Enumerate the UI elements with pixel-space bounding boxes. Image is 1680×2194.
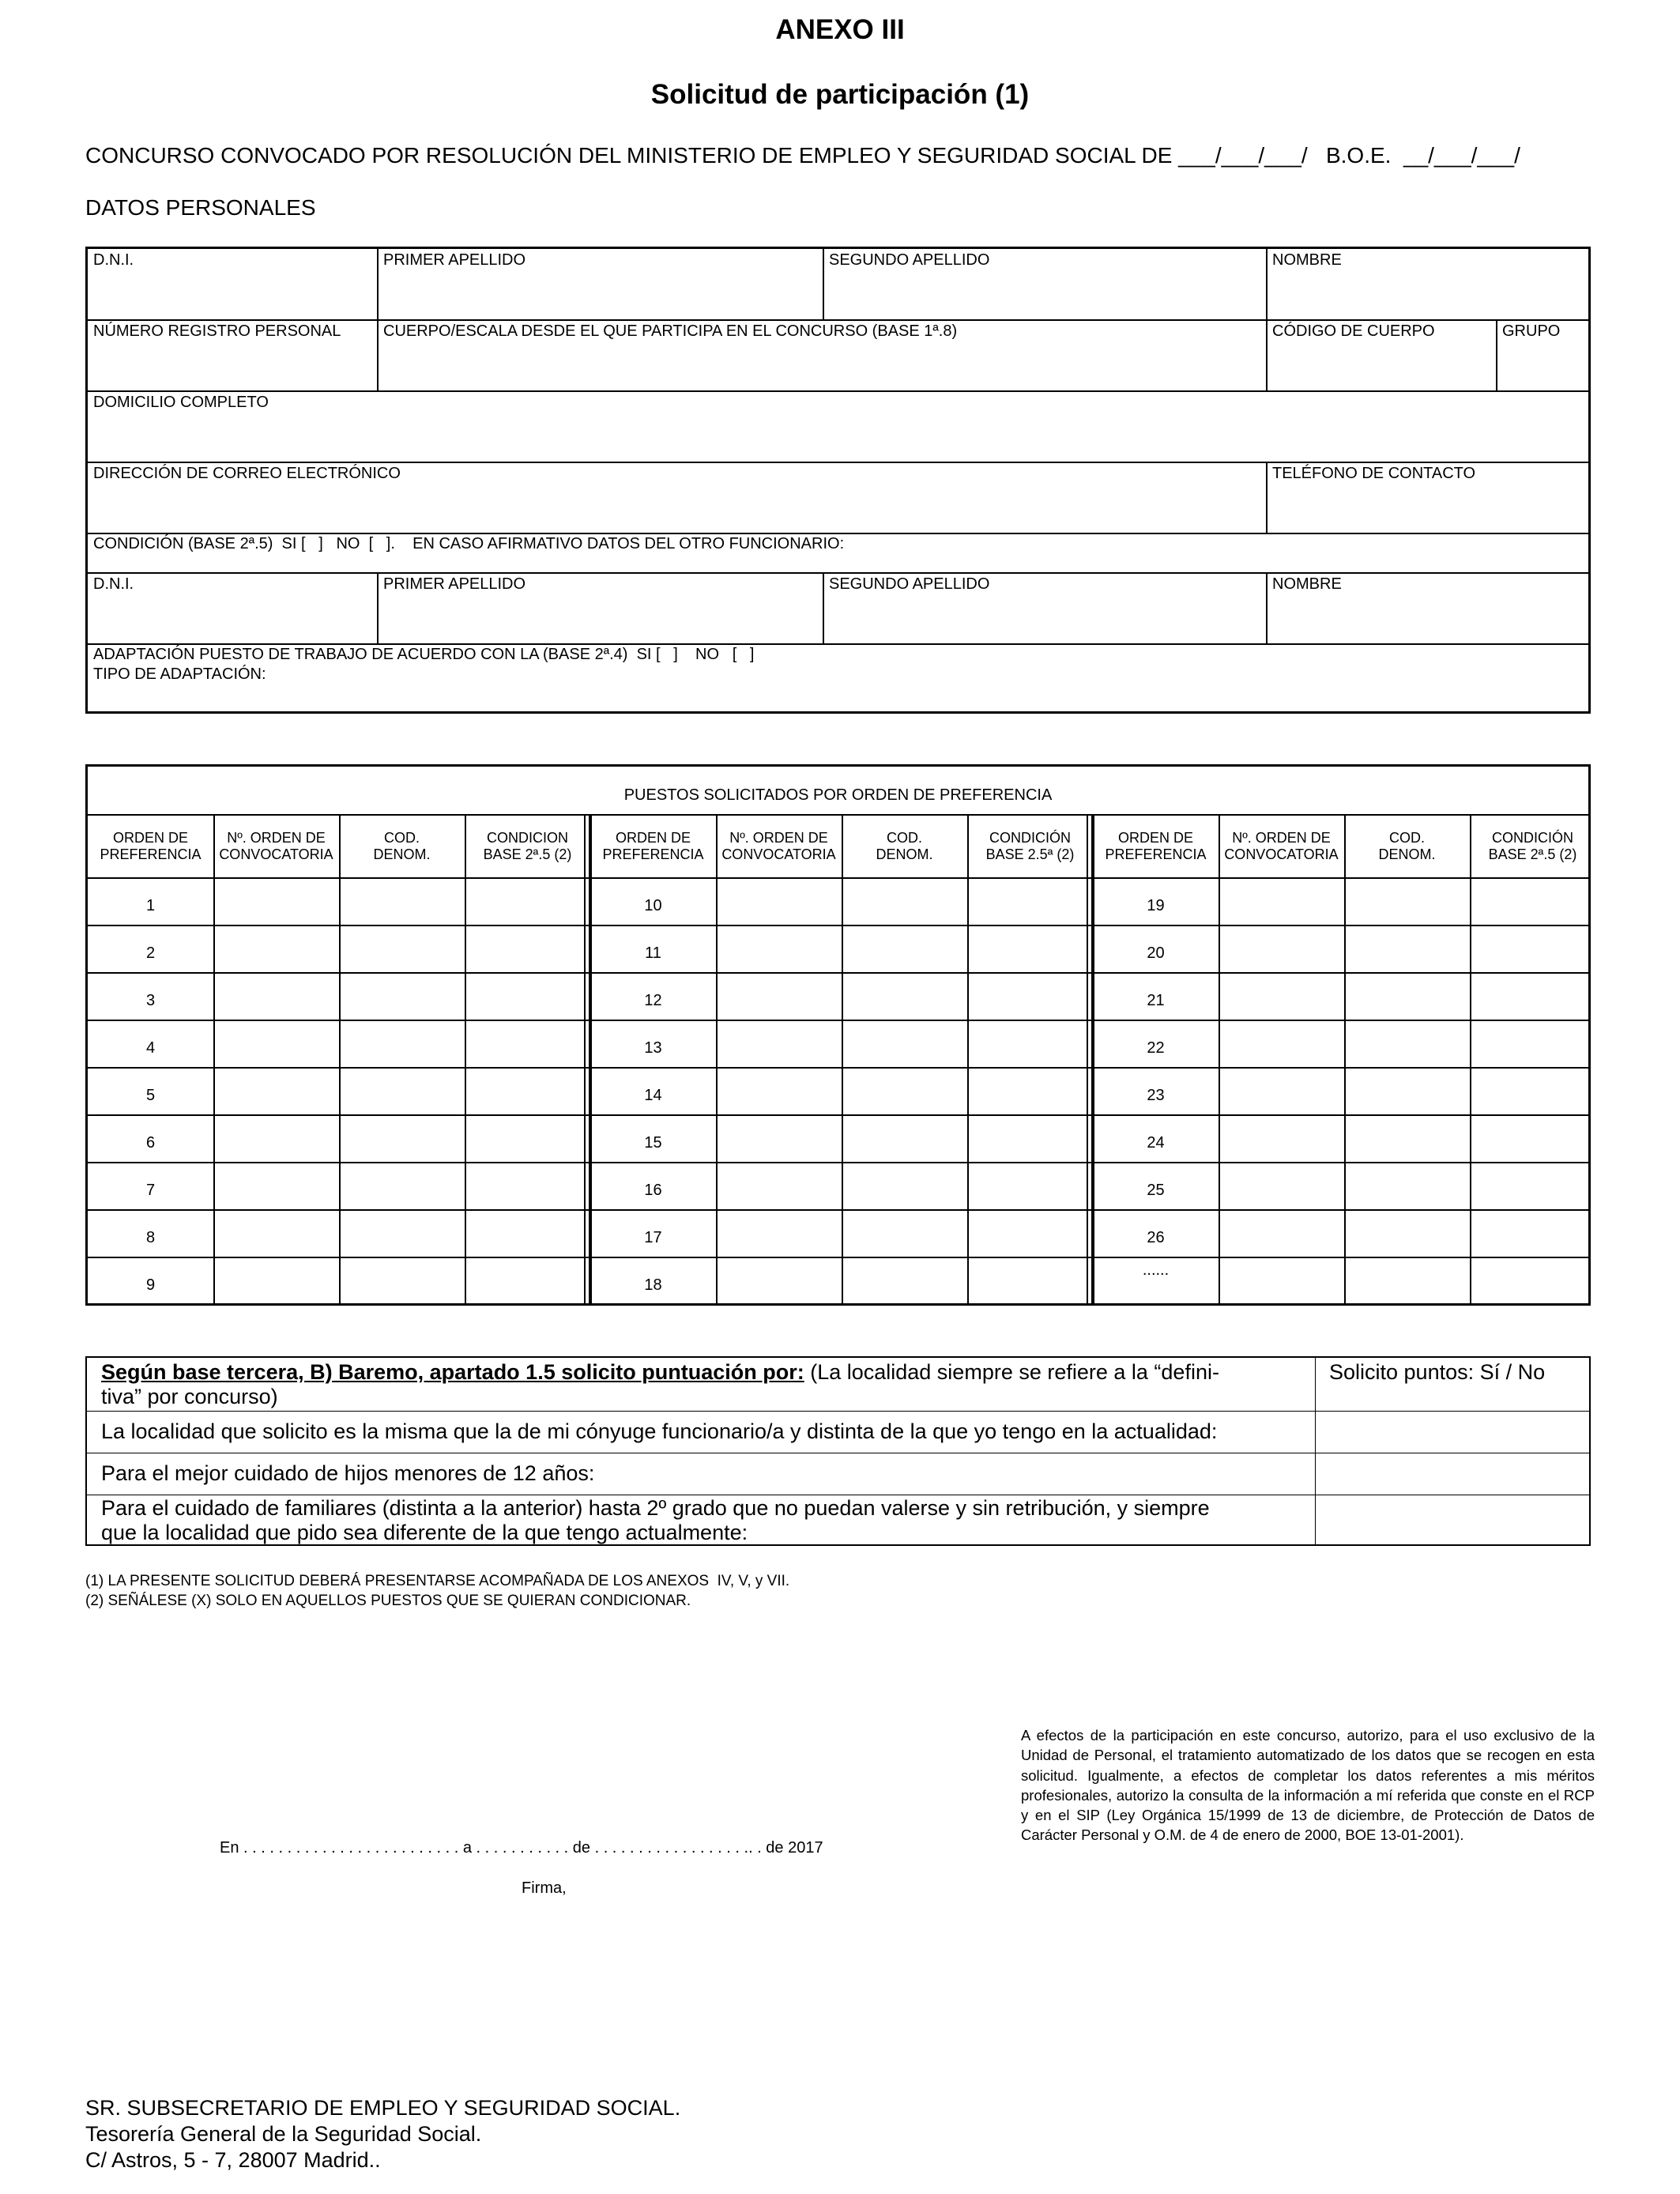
orden-preferencia-number: ......: [1142, 1261, 1170, 1279]
puestos-input-cell[interactable]: [341, 879, 461, 923]
field-dni[interactable]: D.N.I.: [93, 251, 134, 269]
puestos-input-cell[interactable]: [466, 879, 587, 923]
puestos-input-cell[interactable]: [718, 1211, 838, 1255]
col-divider: [377, 320, 379, 391]
puestos-input-cell[interactable]: [215, 1021, 336, 1065]
field-nombre-otro[interactable]: NOMBRE: [1272, 575, 1342, 593]
puestos-input-cell[interactable]: [341, 1069, 461, 1113]
puestos-header-line: COD.: [887, 830, 922, 846]
puestos-header-line: ORDEN DE: [1117, 830, 1193, 846]
consent-text: A efectos de la participación en este concurso, autorizo, para el uso exclusivo de la Unidad de Personal, el tratamiento automatizado de los datos que se recogen en esta solicitud. Igualmente, a efectos de completar los datos referentes a mis méritos profesionales, autorizo la consulta de la información a mí referida que conste en el RCP y en el SIP (Ley Orgánica 15/1999 de 13 de diciembre, de Protección de Datos de Carácter Personal y O.M. de 4 de enero de 2000, BOE 13-01-2001).: [1021, 1727, 1595, 1844]
puestos-input-cell[interactable]: [1220, 1069, 1341, 1113]
puestos-input-cell[interactable]: [1346, 1258, 1467, 1302]
field-cuerpo-escala[interactable]: CUERPO/ESCALA DESDE EL QUE PARTICIPA EN EL CONCURSO (BASE 1ª.8): [383, 322, 958, 340]
puestos-header: [842, 830, 967, 863]
puestos-input-cell[interactable]: [843, 1116, 964, 1160]
puestos-input-cell[interactable]: [215, 1258, 336, 1302]
puestos-header: [1093, 830, 1219, 863]
puestos-header-line: CONDICIÓN: [989, 830, 1071, 846]
puestos-header-line: CONDICIÓN: [1492, 830, 1573, 846]
puestos-input-cell[interactable]: [1471, 1211, 1592, 1255]
col-divider: [1266, 320, 1268, 391]
puestos-header-line: DENOM.: [876, 846, 933, 862]
puestos-input-cell[interactable]: [843, 1021, 964, 1065]
row-divider: [88, 533, 1588, 534]
puestos-header: [1219, 830, 1344, 863]
puestos-table: [85, 764, 1591, 1306]
puestos-input-cell[interactable]: [466, 1163, 587, 1208]
puestos-header-line: ORDEN DE: [615, 830, 691, 846]
puestos-header-line: COD.: [384, 830, 420, 846]
col-divider: [823, 249, 824, 320]
orden-preferencia-number: 20: [1147, 944, 1165, 962]
puestos-input-cell[interactable]: [215, 1069, 336, 1113]
puestos-input-cell[interactable]: [215, 974, 336, 1018]
baremo-row-conyuge: La localidad que solicito es la misma que la de mi cónyuge funcionario/a y distinta de la que yo tengo en la actualidad:: [101, 1419, 1218, 1443]
puestos-input-cell[interactable]: [718, 1021, 838, 1065]
puestos-header-line: BASE 2ª.5 (2): [1488, 846, 1577, 862]
puestos-input-cell[interactable]: [1220, 1021, 1341, 1065]
orden-preferencia-number: 6: [145, 1134, 156, 1152]
puestos-input-cell[interactable]: [466, 926, 587, 971]
field-domicilio[interactable]: DOMICILIO COMPLETO: [93, 394, 269, 411]
puestos-input-cell[interactable]: [1471, 974, 1592, 1018]
orden-preferencia-number: 1: [145, 897, 156, 914]
puestos-input-cell[interactable]: [969, 1021, 1090, 1065]
puestos-input-cell[interactable]: [843, 1211, 964, 1255]
footnote-1: (1) LA PRESENTE SOLICITUD DEBERÁ PRESENTARSE ACOMPAÑADA DE LOS ANEXOS IV, V, y VII.: [85, 1573, 790, 1589]
puestos-input-cell[interactable]: [341, 1211, 461, 1255]
puestos-header-line: BASE 2.5ª (2): [985, 846, 1075, 862]
orden-preferencia-number: 16: [644, 1182, 662, 1199]
puestos-header-line: PREFERENCIA: [602, 846, 704, 862]
puestos-input-cell[interactable]: [969, 1116, 1090, 1160]
col-divider: [1496, 320, 1497, 391]
puestos-input-cell[interactable]: [718, 879, 838, 923]
orden-preferencia-number: 7: [145, 1182, 156, 1199]
puestos-input-cell[interactable]: [215, 1211, 336, 1255]
puestos-header-line: CONDICION: [487, 830, 568, 846]
field-tipo-adaptacion[interactable]: TIPO DE ADAPTACIÓN:: [93, 665, 266, 683]
orden-preferencia-number: 24: [1147, 1134, 1165, 1152]
puestos-header: [1344, 830, 1470, 863]
row-divider: [88, 814, 1588, 816]
puestos-input-cell[interactable]: [969, 879, 1090, 923]
puestos-input-cell[interactable]: [466, 1116, 587, 1160]
page-title: ANEXO III: [775, 14, 905, 45]
row-divider: [88, 319, 1588, 321]
puestos-header: [213, 830, 339, 863]
baremo-heading-note: (La localidad siempre se refiere a la “defini-: [804, 1360, 1219, 1384]
row-divider: [88, 643, 1588, 645]
puestos-input-cell[interactable]: [1471, 1258, 1592, 1302]
puestos-header: [465, 830, 590, 863]
puestos-input-cell[interactable]: [969, 1211, 1090, 1255]
col-divider: [1315, 1358, 1316, 1544]
place-date-line[interactable]: En . . . . . . . . . . . . . . . . . . . . . . . . . a . . . . . . . . . . . de . . . . . . . . . . . . . . . . . .. . de 2017: [220, 1839, 823, 1857]
orden-preferencia-number: 13: [644, 1039, 662, 1057]
puestos-input-cell[interactable]: [718, 1116, 838, 1160]
field-segundo-apellido-otro[interactable]: SEGUNDO APELLIDO: [829, 575, 990, 593]
orden-preferencia-number: 5: [145, 1087, 156, 1104]
puestos-header: [1470, 830, 1595, 863]
puestos-header: [590, 830, 716, 863]
puestos-input-cell[interactable]: [1346, 1163, 1467, 1208]
section-heading-datos-personales: DATOS PERSONALES: [85, 195, 316, 220]
orden-preferencia-number: 26: [1147, 1229, 1165, 1246]
puestos-input-cell[interactable]: [1346, 1116, 1467, 1160]
puestos-input-cell[interactable]: [1220, 926, 1341, 971]
puestos-input-cell[interactable]: [466, 1211, 587, 1255]
orden-preferencia-number: 4: [145, 1039, 156, 1057]
puestos-input-cell[interactable]: [843, 1069, 964, 1113]
puestos-header-line: BASE 2ª.5 (2): [483, 846, 572, 862]
puestos-input-cell[interactable]: [1471, 1021, 1592, 1065]
puestos-input-cell[interactable]: [1220, 974, 1341, 1018]
puestos-input-cell[interactable]: [843, 1258, 964, 1302]
puestos-input-cell[interactable]: [466, 1258, 587, 1302]
address-line-1: SR. SUBSECRETARIO DE EMPLEO Y SEGURIDAD SOCIAL.: [85, 2096, 681, 2120]
baremo-table: [85, 1356, 1591, 1546]
baremo-row-familiares: Para el cuidado de familiares (distinta a la anterior) hasta 2º grado que no puedan valerse y sin retribución, y siempre: [101, 1496, 1210, 1520]
puestos-input-cell[interactable]: [843, 879, 964, 923]
puestos-header: [967, 830, 1093, 863]
puestos-input-cell[interactable]: [466, 974, 587, 1018]
puestos-input-cell[interactable]: [843, 926, 964, 971]
orden-preferencia-number: 8: [145, 1229, 156, 1246]
puestos-input-cell[interactable]: [969, 926, 1090, 971]
field-adaptacion[interactable]: ADAPTACIÓN PUESTO DE TRABAJO DE ACUERDO CON LA (BASE 2ª.4) SI [ ] NO [ ]: [93, 646, 755, 663]
puestos-input-cell[interactable]: [969, 1069, 1090, 1113]
concurso-line: CONCURSO CONVOCADO POR RESOLUCIÓN DEL MINISTERIO DE EMPLEO Y SEGURIDAD SOCIAL DE ___/___/___/ B.O.E. __/___/___/: [85, 143, 1520, 168]
page-subtitle: Solicitud de participación (1): [650, 79, 1030, 110]
solicito-puntos-header: Solicito puntos: Sí / No: [1329, 1360, 1546, 1384]
puestos-input-cell[interactable]: [1346, 926, 1467, 971]
puestos-header-line: CONVOCATORIA: [219, 846, 333, 862]
puestos-input-cell[interactable]: [1220, 1211, 1341, 1255]
puestos-input-cell[interactable]: [1471, 1163, 1592, 1208]
solicito-cell-hijos[interactable]: [1317, 1454, 1589, 1494]
col-divider: [377, 573, 379, 644]
baremo-row-familiares-2: que la localidad que pido sea diferente de la que tengo actualmente:: [101, 1521, 748, 1544]
orden-preferencia-number: 10: [644, 897, 662, 914]
field-primer-apellido[interactable]: PRIMER APELLIDO: [383, 251, 526, 269]
field-grupo[interactable]: GRUPO: [1502, 322, 1561, 340]
orden-preferencia-number: 18: [644, 1276, 662, 1294]
puestos-header-line: ORDEN DE: [112, 830, 188, 846]
orden-preferencia-number: 2: [145, 944, 156, 962]
puestos-input-cell[interactable]: [466, 1069, 587, 1113]
puestos-input-cell[interactable]: [341, 1258, 461, 1302]
orden-preferencia-number: 19: [1147, 897, 1165, 914]
orden-preferencia-number: 23: [1147, 1087, 1165, 1104]
puestos-header-line: Nº. ORDEN DE: [729, 830, 828, 846]
puestos-input-cell[interactable]: [1220, 879, 1341, 923]
col-divider: [823, 573, 824, 644]
puestos-input-cell[interactable]: [1220, 1116, 1341, 1160]
address-line-3: C/ Astros, 5 - 7, 28007 Madrid..: [85, 2148, 381, 2172]
puestos-input-cell[interactable]: [341, 1163, 461, 1208]
puestos-input-cell[interactable]: [718, 1258, 838, 1302]
puestos-input-cell[interactable]: [1471, 1116, 1592, 1160]
puestos-input-cell[interactable]: [466, 1021, 587, 1065]
field-codigo-cuerpo[interactable]: CÓDIGO DE CUERPO: [1272, 322, 1435, 340]
puestos-input-cell[interactable]: [1346, 879, 1467, 923]
puestos-input-cell[interactable]: [718, 1163, 838, 1208]
puestos-input-cell[interactable]: [969, 1163, 1090, 1208]
row-divider: [88, 462, 1588, 463]
solicito-cell-familiares[interactable]: [1317, 1496, 1589, 1544]
orden-preferencia-number: 3: [145, 992, 156, 1009]
orden-preferencia-number: 12: [644, 992, 662, 1009]
puestos-input-cell[interactable]: [1220, 1258, 1341, 1302]
puestos-input-cell[interactable]: [1471, 1069, 1592, 1113]
puestos-input-cell[interactable]: [718, 1069, 838, 1113]
orden-preferencia-number: 25: [1147, 1182, 1165, 1199]
puestos-header: [716, 830, 842, 863]
puestos-input-cell[interactable]: [1346, 1069, 1467, 1113]
orden-preferencia-number: 11: [645, 944, 661, 962]
puestos-title: PUESTOS SOLICITADOS POR ORDEN DE PREFERENCIA: [623, 786, 1053, 804]
puestos-input-cell[interactable]: [341, 1021, 461, 1065]
puestos-header: [88, 830, 213, 863]
puestos-input-cell[interactable]: [215, 1116, 336, 1160]
field-primer-apellido-otro[interactable]: PRIMER APELLIDO: [383, 575, 526, 593]
puestos-input-cell[interactable]: [969, 974, 1090, 1018]
field-correo[interactable]: DIRECCIÓN DE CORREO ELECTRÓNICO: [93, 465, 401, 482]
puestos-input-cell[interactable]: [215, 1163, 336, 1208]
col-divider: [1266, 462, 1268, 533]
puestos-header-line: CONVOCATORIA: [721, 846, 836, 862]
baremo-heading-note-2: tiva” por concurso): [101, 1385, 278, 1408]
address-line-2: Tesorería General de la Seguridad Social.: [85, 2122, 482, 2146]
orden-preferencia-number: 17: [644, 1229, 662, 1246]
personal-data-table: [85, 247, 1591, 714]
puestos-header-line: PREFERENCIA: [100, 846, 202, 862]
field-registro-personal[interactable]: NÚMERO REGISTRO PERSONAL: [93, 322, 341, 340]
baremo-heading: Según base tercera, B) Baremo, apartado 1.5 solicito puntuación por:: [101, 1360, 804, 1384]
col-divider: [377, 249, 379, 320]
orden-preferencia-number: 21: [1147, 992, 1165, 1009]
puestos-input-cell[interactable]: [341, 974, 461, 1018]
col-divider: [1266, 573, 1268, 644]
puestos-header-line: COD.: [1389, 830, 1425, 846]
puestos-input-cell[interactable]: [969, 1258, 1090, 1302]
puestos-input-cell[interactable]: [1471, 926, 1592, 971]
row-divider: [88, 390, 1588, 392]
puestos-header-line: Nº. ORDEN DE: [1232, 830, 1331, 846]
row-divider: [87, 1411, 1589, 1412]
row-divider: [88, 572, 1588, 574]
puestos-input-cell[interactable]: [1346, 1021, 1467, 1065]
field-telefono[interactable]: TELÉFONO DE CONTACTO: [1272, 465, 1476, 482]
puestos-header: [339, 830, 465, 863]
orden-preferencia-number: 15: [644, 1134, 662, 1152]
solicito-cell-conyuge[interactable]: [1317, 1412, 1589, 1452]
orden-preferencia-number: 9: [145, 1276, 156, 1294]
puestos-input-cell[interactable]: [1346, 974, 1467, 1018]
puestos-input-cell[interactable]: [1471, 879, 1592, 923]
orden-preferencia-number: 22: [1147, 1039, 1165, 1057]
puestos-input-cell[interactable]: [718, 974, 838, 1018]
puestos-input-cell[interactable]: [341, 1116, 461, 1160]
puestos-header-line: DENOM.: [373, 846, 431, 862]
puestos-input-cell[interactable]: [1346, 1211, 1467, 1255]
baremo-row-hijos: Para el mejor cuidado de hijos menores de 12 años:: [101, 1461, 595, 1485]
field-condicion[interactable]: CONDICIÓN (BASE 2ª.5) SI [ ] NO [ ]. EN CASO AFIRMATIVO DATOS DEL OTRO FUNCIONARIO:: [93, 535, 845, 552]
puestos-header-line: PREFERENCIA: [1105, 846, 1207, 862]
puestos-header-line: Nº. ORDEN DE: [227, 830, 326, 846]
puestos-input-cell[interactable]: [215, 879, 336, 923]
puestos-input-cell[interactable]: [215, 926, 336, 971]
col-divider: [1266, 249, 1268, 320]
orden-preferencia-number: 14: [644, 1087, 662, 1104]
signature-label: Firma,: [522, 1879, 567, 1897]
puestos-header-line: DENOM.: [1378, 846, 1436, 862]
field-dni-otro[interactable]: D.N.I.: [93, 575, 134, 593]
puestos-header-line: CONVOCATORIA: [1224, 846, 1339, 862]
field-segundo-apellido[interactable]: SEGUNDO APELLIDO: [829, 251, 990, 269]
puestos-input-cell[interactable]: [843, 1163, 964, 1208]
puestos-input-cell[interactable]: [718, 926, 838, 971]
puestos-input-cell[interactable]: [341, 926, 461, 971]
field-nombre[interactable]: NOMBRE: [1272, 251, 1342, 269]
footnote-2: (2) SEÑÁLESE (X) SOLO EN AQUELLOS PUESTOS QUE SE QUIERAN CONDICIONAR.: [85, 1593, 691, 1609]
puestos-input-cell[interactable]: [843, 974, 964, 1018]
puestos-input-cell[interactable]: [1220, 1163, 1341, 1208]
